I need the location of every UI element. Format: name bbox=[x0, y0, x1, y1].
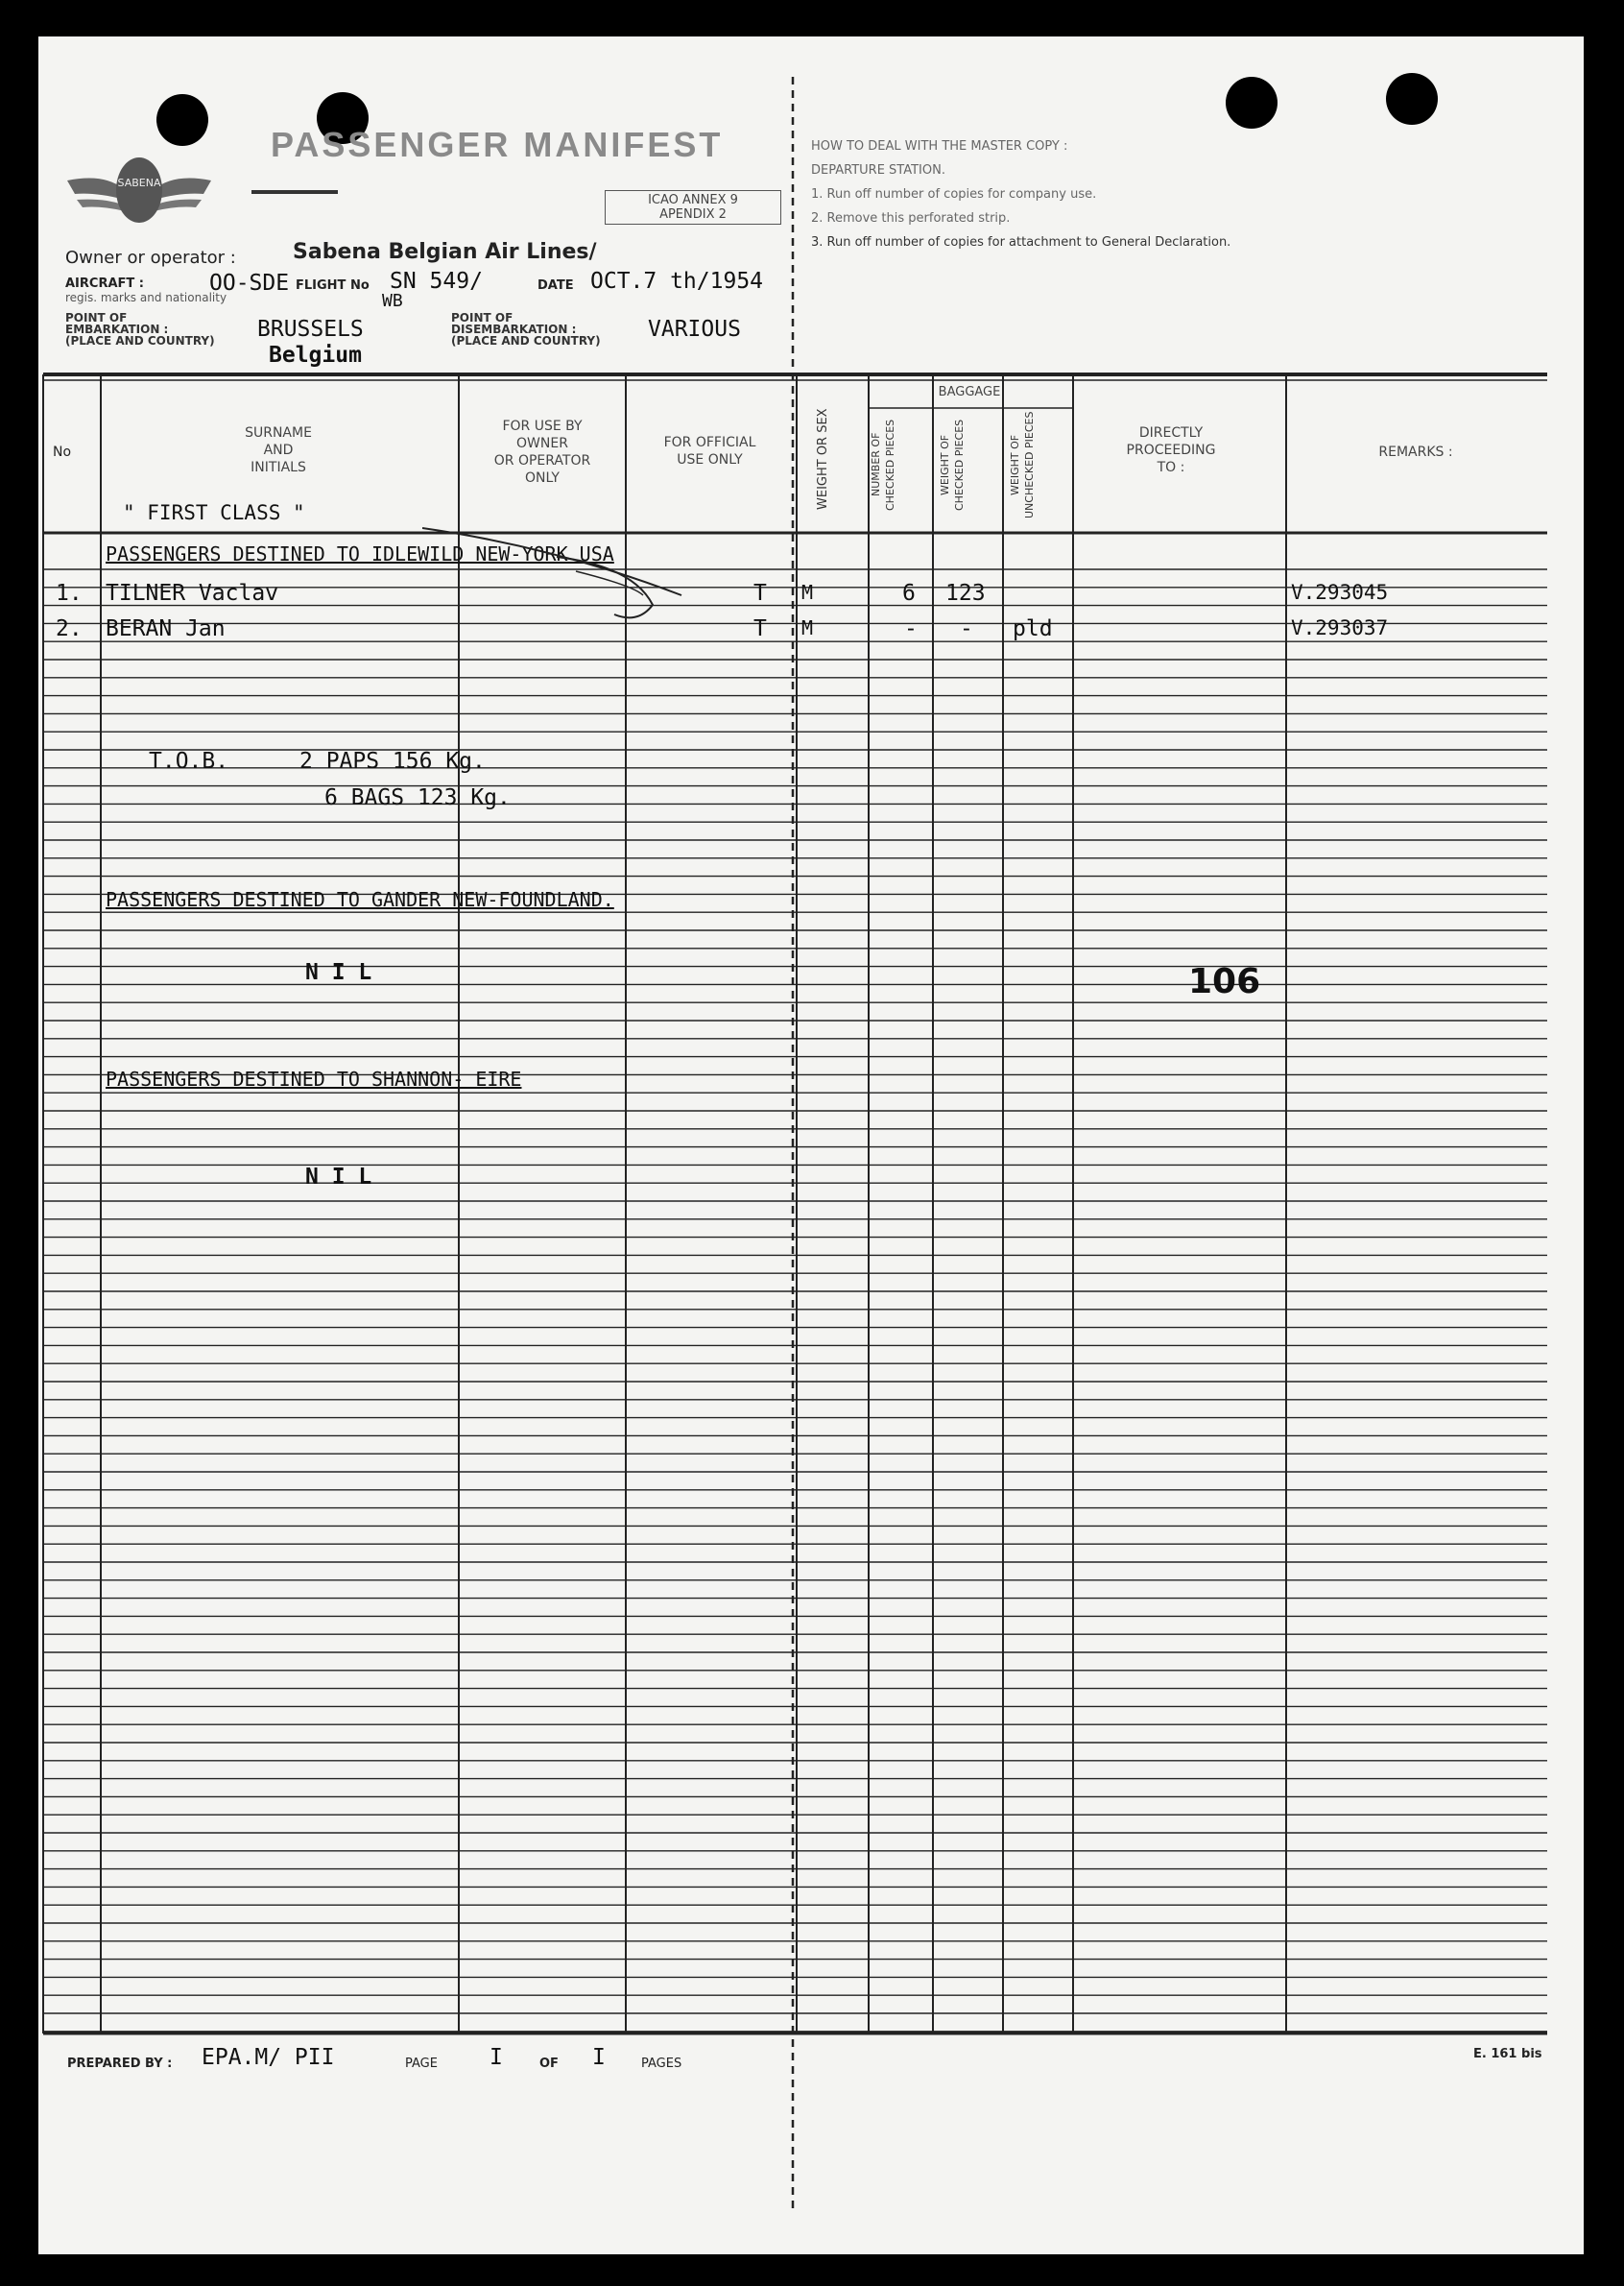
instruction-item: 1. Run off number of copies for company use. bbox=[811, 187, 1097, 202]
handwritten-mark bbox=[422, 518, 691, 643]
owner-label: Owner or operator : bbox=[65, 248, 236, 268]
embarkation-country: Belgium bbox=[269, 343, 362, 368]
section-heading-gander: PASSENGERS DESTINED TO GANDER NEW-FOUNDLAND. bbox=[106, 888, 614, 911]
tob-bags: 6 BAGS 123 Kg. bbox=[324, 785, 511, 810]
checked-pieces: 6 bbox=[902, 581, 916, 606]
col-header-owner-use: FOR USE BY OWNER OR OPERATOR ONLY bbox=[493, 419, 591, 486]
pages-label: PAGES bbox=[641, 2057, 682, 2071]
manifest-title: PASSENGER MANIFEST bbox=[271, 125, 724, 164]
flight-label: FLIGHT No bbox=[296, 278, 370, 293]
official-code: T bbox=[753, 581, 767, 606]
col-header-weight-unchecked: WEIGHT OF UNCHECKED PIECES bbox=[1009, 411, 1036, 518]
col-header-weight-sex: WEIGHT OR SEX bbox=[816, 408, 830, 510]
instructions-subtitle: DEPARTURE STATION. bbox=[811, 163, 945, 178]
col-header-no: No bbox=[53, 445, 72, 460]
tob-paps: 2 PAPS 156 Kg. bbox=[299, 749, 486, 774]
of-value: I bbox=[592, 2045, 606, 2070]
checked-weight: - bbox=[960, 616, 973, 641]
col-header-num-checked: NUMBER OF CHECKED PIECES bbox=[870, 419, 896, 511]
passenger-no: 2. bbox=[56, 616, 83, 641]
instruction-item: 3. Run off number of copies for attachment to General Declaration. bbox=[811, 235, 1231, 250]
icao-annex: ICAO ANNEX 9 bbox=[648, 193, 738, 207]
col-header-weight-checked: WEIGHT OF CHECKED PIECES bbox=[939, 419, 966, 511]
icao-appendix: APENDIX 2 bbox=[659, 207, 727, 222]
nil-shannon: N I L bbox=[305, 1165, 372, 1190]
prepared-by-label: PREPARED BY : bbox=[67, 2057, 173, 2071]
checked-weight: 123 bbox=[945, 581, 986, 606]
flight-value: SN 549/ bbox=[390, 269, 483, 294]
svg-text:SABENA: SABENA bbox=[117, 177, 161, 189]
disembarkation-label: POINT OF DISEMBARKATION : (PLACE AND COUNTRY) bbox=[451, 311, 601, 348]
passenger-no: 1. bbox=[56, 581, 83, 606]
date-value: OCT.7 th/1954 bbox=[590, 269, 764, 294]
embarkation-value: BRUSSELS bbox=[257, 317, 364, 342]
instruction-item: 2. Remove this perforated strip. bbox=[811, 211, 1011, 226]
col-header-baggage: BAGGAGE bbox=[938, 385, 1001, 399]
of-label: OF bbox=[539, 2057, 559, 2071]
embarkation-label: POINT OF EMBARKATION : (PLACE AND COUNTRY) bbox=[65, 311, 215, 348]
aircraft-label: AIRCRAFT : bbox=[65, 277, 144, 291]
unchecked-weight: pld bbox=[1013, 616, 1053, 641]
col-header-official-use: FOR OFFICIAL USE ONLY bbox=[663, 435, 756, 468]
disembarkation-value: VARIOUS bbox=[648, 317, 741, 342]
page-value: I bbox=[490, 2045, 503, 2070]
checked-pieces: - bbox=[904, 616, 918, 641]
passenger-name: TILNER Vaclav bbox=[106, 581, 279, 606]
aircraft-value: OO-SDE bbox=[209, 271, 290, 296]
passenger-sex: M bbox=[801, 616, 814, 639]
flight-sub-value: WB bbox=[382, 291, 403, 311]
first-class-label: " FIRST CLASS " bbox=[123, 501, 305, 524]
owner-value: Sabena Belgian Air Lines/ bbox=[293, 240, 597, 264]
passenger-sex: M bbox=[801, 581, 814, 604]
form-code: E. 161 bis bbox=[1473, 2047, 1542, 2061]
aircraft-sub-label: regis. marks and nationality bbox=[65, 291, 227, 304]
page-number-stamp: 106 bbox=[1188, 962, 1261, 1001]
section-heading-idlewild: PASSENGERS DESTINED TO IDLEWILD NEW-YORK USA bbox=[106, 542, 614, 565]
instructions-title: HOW TO DEAL WITH THE MASTER COPY : bbox=[811, 139, 1068, 154]
section-heading-shannon: PASSENGERS DESTINED TO SHANNON- EIRE bbox=[106, 1068, 522, 1091]
nil-gander: N I L bbox=[305, 960, 372, 985]
official-code: T bbox=[753, 616, 767, 641]
passenger-name: BERAN Jan bbox=[106, 616, 226, 641]
col-header-surname: SURNAME AND INITIALS bbox=[245, 425, 312, 475]
date-label: DATE bbox=[537, 278, 574, 293]
page-label: PAGE bbox=[405, 2057, 438, 2071]
passenger-remark: V.293045 bbox=[1291, 581, 1389, 604]
col-header-remarks: REMARKS : bbox=[1378, 445, 1453, 460]
col-header-proceeding: DIRECTLY PROCEEDING TO : bbox=[1126, 425, 1216, 475]
passenger-remark: V.293037 bbox=[1291, 616, 1389, 639]
prepared-by-value: EPA.M/ PII bbox=[202, 2045, 335, 2070]
tob-label: T.O.B. bbox=[149, 749, 229, 774]
